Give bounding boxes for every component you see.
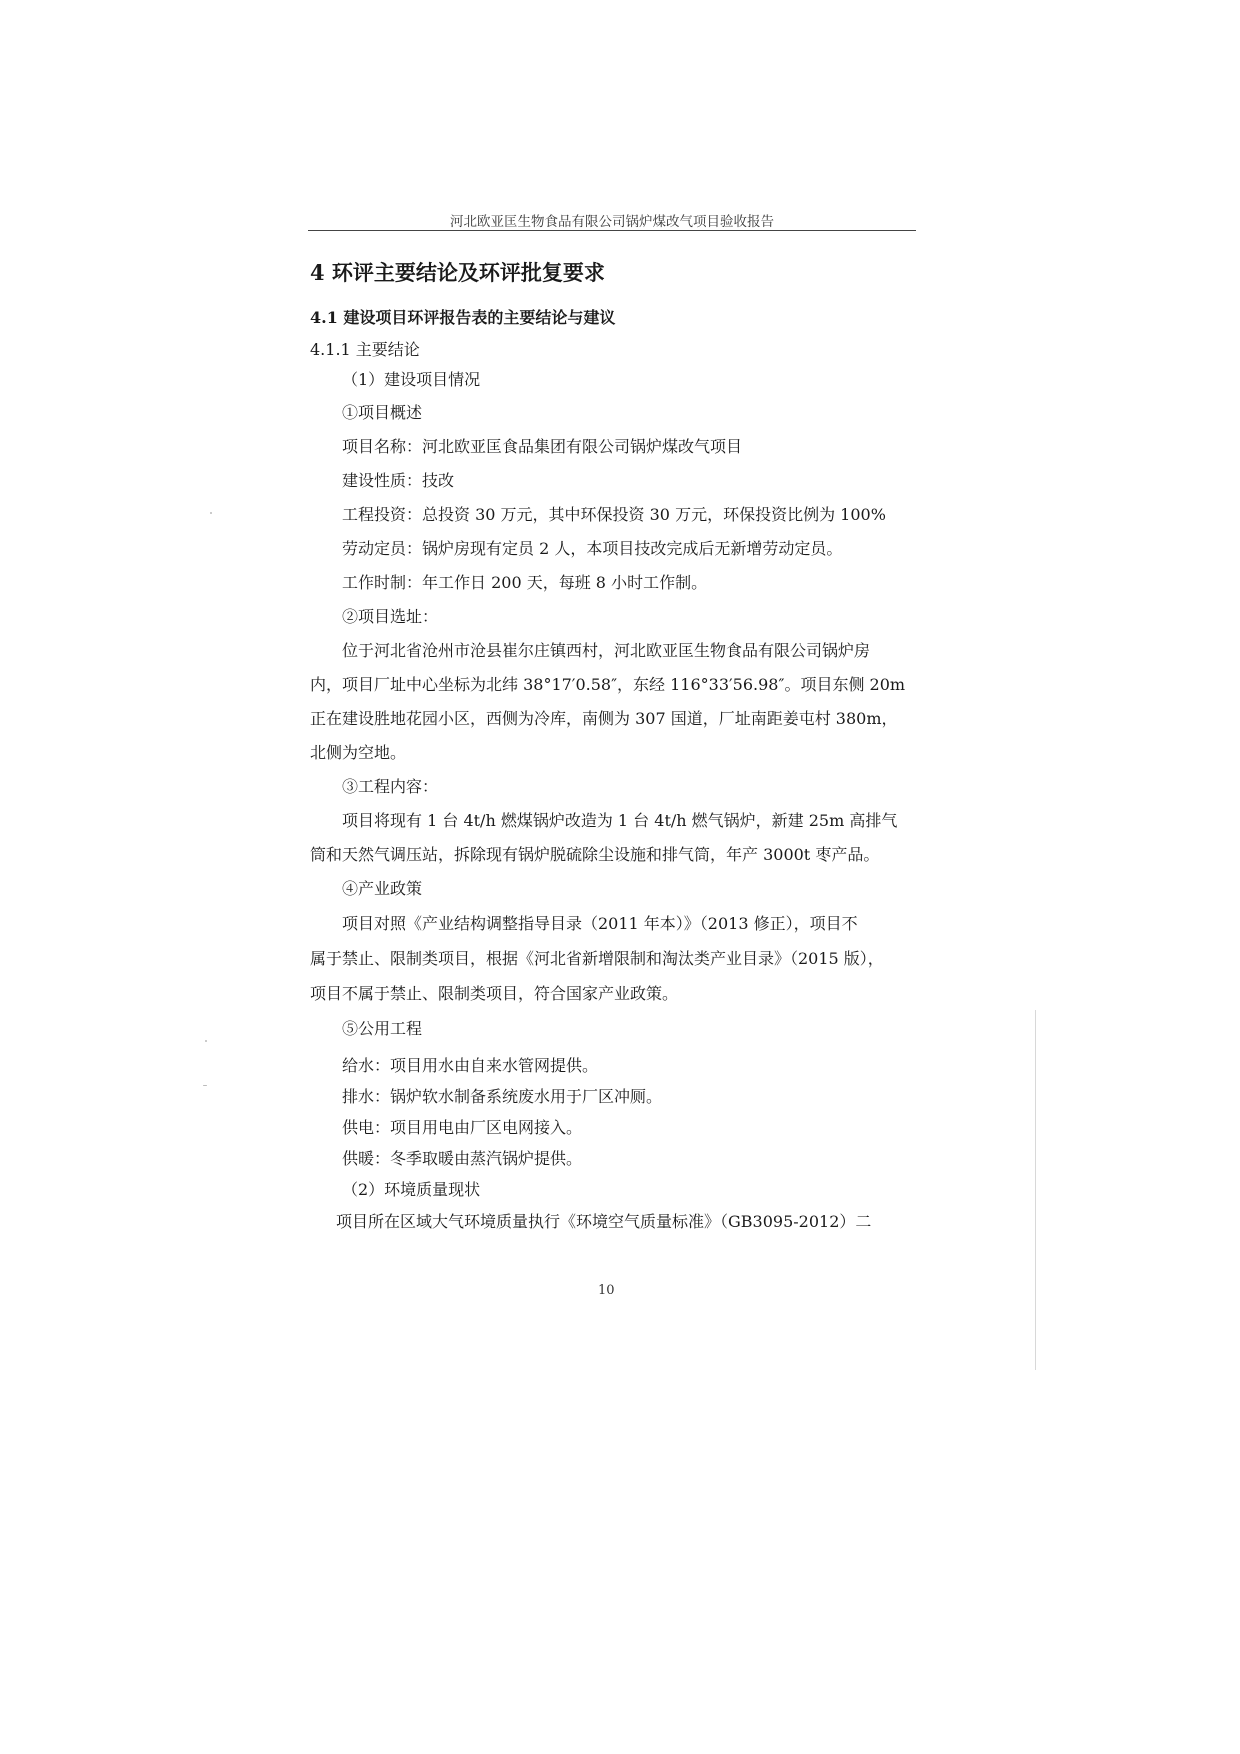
paragraph: 工程投资：总投资 30 万元，其中环保投资 30 万元，环保投资比例为 100% (342, 505, 886, 524)
subsection-heading: 4.1 建设项目环评报告表的主要结论与建议 (310, 308, 616, 327)
paragraph: （2）环境质量现状 (342, 1180, 481, 1199)
paragraph: 给水：项目用水由自来水管网提供。 (342, 1056, 599, 1075)
paragraph: 项目对照《产业结构调整指导目录（2011 年本）》（2013 修正），项目不 (342, 914, 858, 933)
running-header: 河北欧亚匡生物食品有限公司锅炉煤改气项目验收报告 (450, 214, 774, 230)
subsubsection-heading: 4.1.1 主要结论 (310, 340, 420, 359)
paragraph: 供暖：冬季取暖由蒸汽锅炉提供。 (342, 1149, 583, 1168)
scan-speck (210, 512, 212, 514)
scan-speck (203, 1085, 207, 1086)
header-rule (308, 230, 916, 231)
paragraph: 排水：锅炉软水制备系统废水用于厂区冲厕。 (342, 1087, 663, 1106)
paragraph: ⑤公用工程 (342, 1019, 423, 1038)
paragraph: 筒和天然气调压站，拆除现有锅炉脱硫除尘设施和排气筒，年产 3000t 枣产品。 (310, 845, 880, 864)
paragraph: ①项目概述 (342, 403, 423, 422)
paragraph: 内，项目厂址中心坐标为北纬 38°17′0.58″，东经 116°33′56.98″。项目东侧 20m (310, 675, 906, 694)
paragraph: 工作时制：年工作日 200 天，每班 8 小时工作制。 (342, 573, 708, 592)
paragraph: 北侧为空地。 (310, 743, 407, 762)
paragraph: 建设性质：技改 (342, 471, 455, 490)
paragraph: 项目不属于禁止、限制类项目，符合国家产业政策。 (310, 984, 679, 1003)
paragraph: ④产业政策 (342, 879, 423, 898)
paragraph: （1）建设项目情况 (342, 370, 481, 389)
paragraph: ②项目选址： (342, 607, 439, 626)
section-heading: 4 环评主要结论及环评批复要求 (310, 260, 605, 285)
page-number: 10 (598, 1283, 615, 1298)
paragraph: ③工程内容： (342, 777, 439, 796)
paragraph: 正在建设胜地花园小区，西侧为冷库，南侧为 307 国道，厂址南距姜屯村 380m， (310, 709, 898, 728)
paragraph: 供电：项目用电由厂区电网接入。 (342, 1118, 583, 1137)
paragraph: 位于河北省沧州市沧县崔尔庄镇西村，河北欧亚匡生物食品有限公司锅炉房 (342, 641, 871, 660)
paragraph: 项目名称：河北欧亚匡食品集团有限公司锅炉煤改气项目 (342, 437, 743, 456)
paragraph: 项目所在区域大气环境质量执行《环境空气质量标准》（GB3095-2012）二 (336, 1212, 872, 1231)
paragraph: 劳动定员：锅炉房现有定员 2 人，本项目技改完成后无新增劳动定员。 (342, 539, 843, 558)
paragraph: 项目将现有 1 台 4t/h 燃煤锅炉改造为 1 台 4t/h 燃气锅炉，新建 25m 高排气 (342, 811, 898, 830)
paragraph: 属于禁止、限制类项目，根据《河北省新增限制和淘汰类产业目录》（2015 版）， (310, 949, 884, 968)
scan-speck (205, 1040, 207, 1042)
scan-edge-line (1035, 1010, 1036, 1370)
